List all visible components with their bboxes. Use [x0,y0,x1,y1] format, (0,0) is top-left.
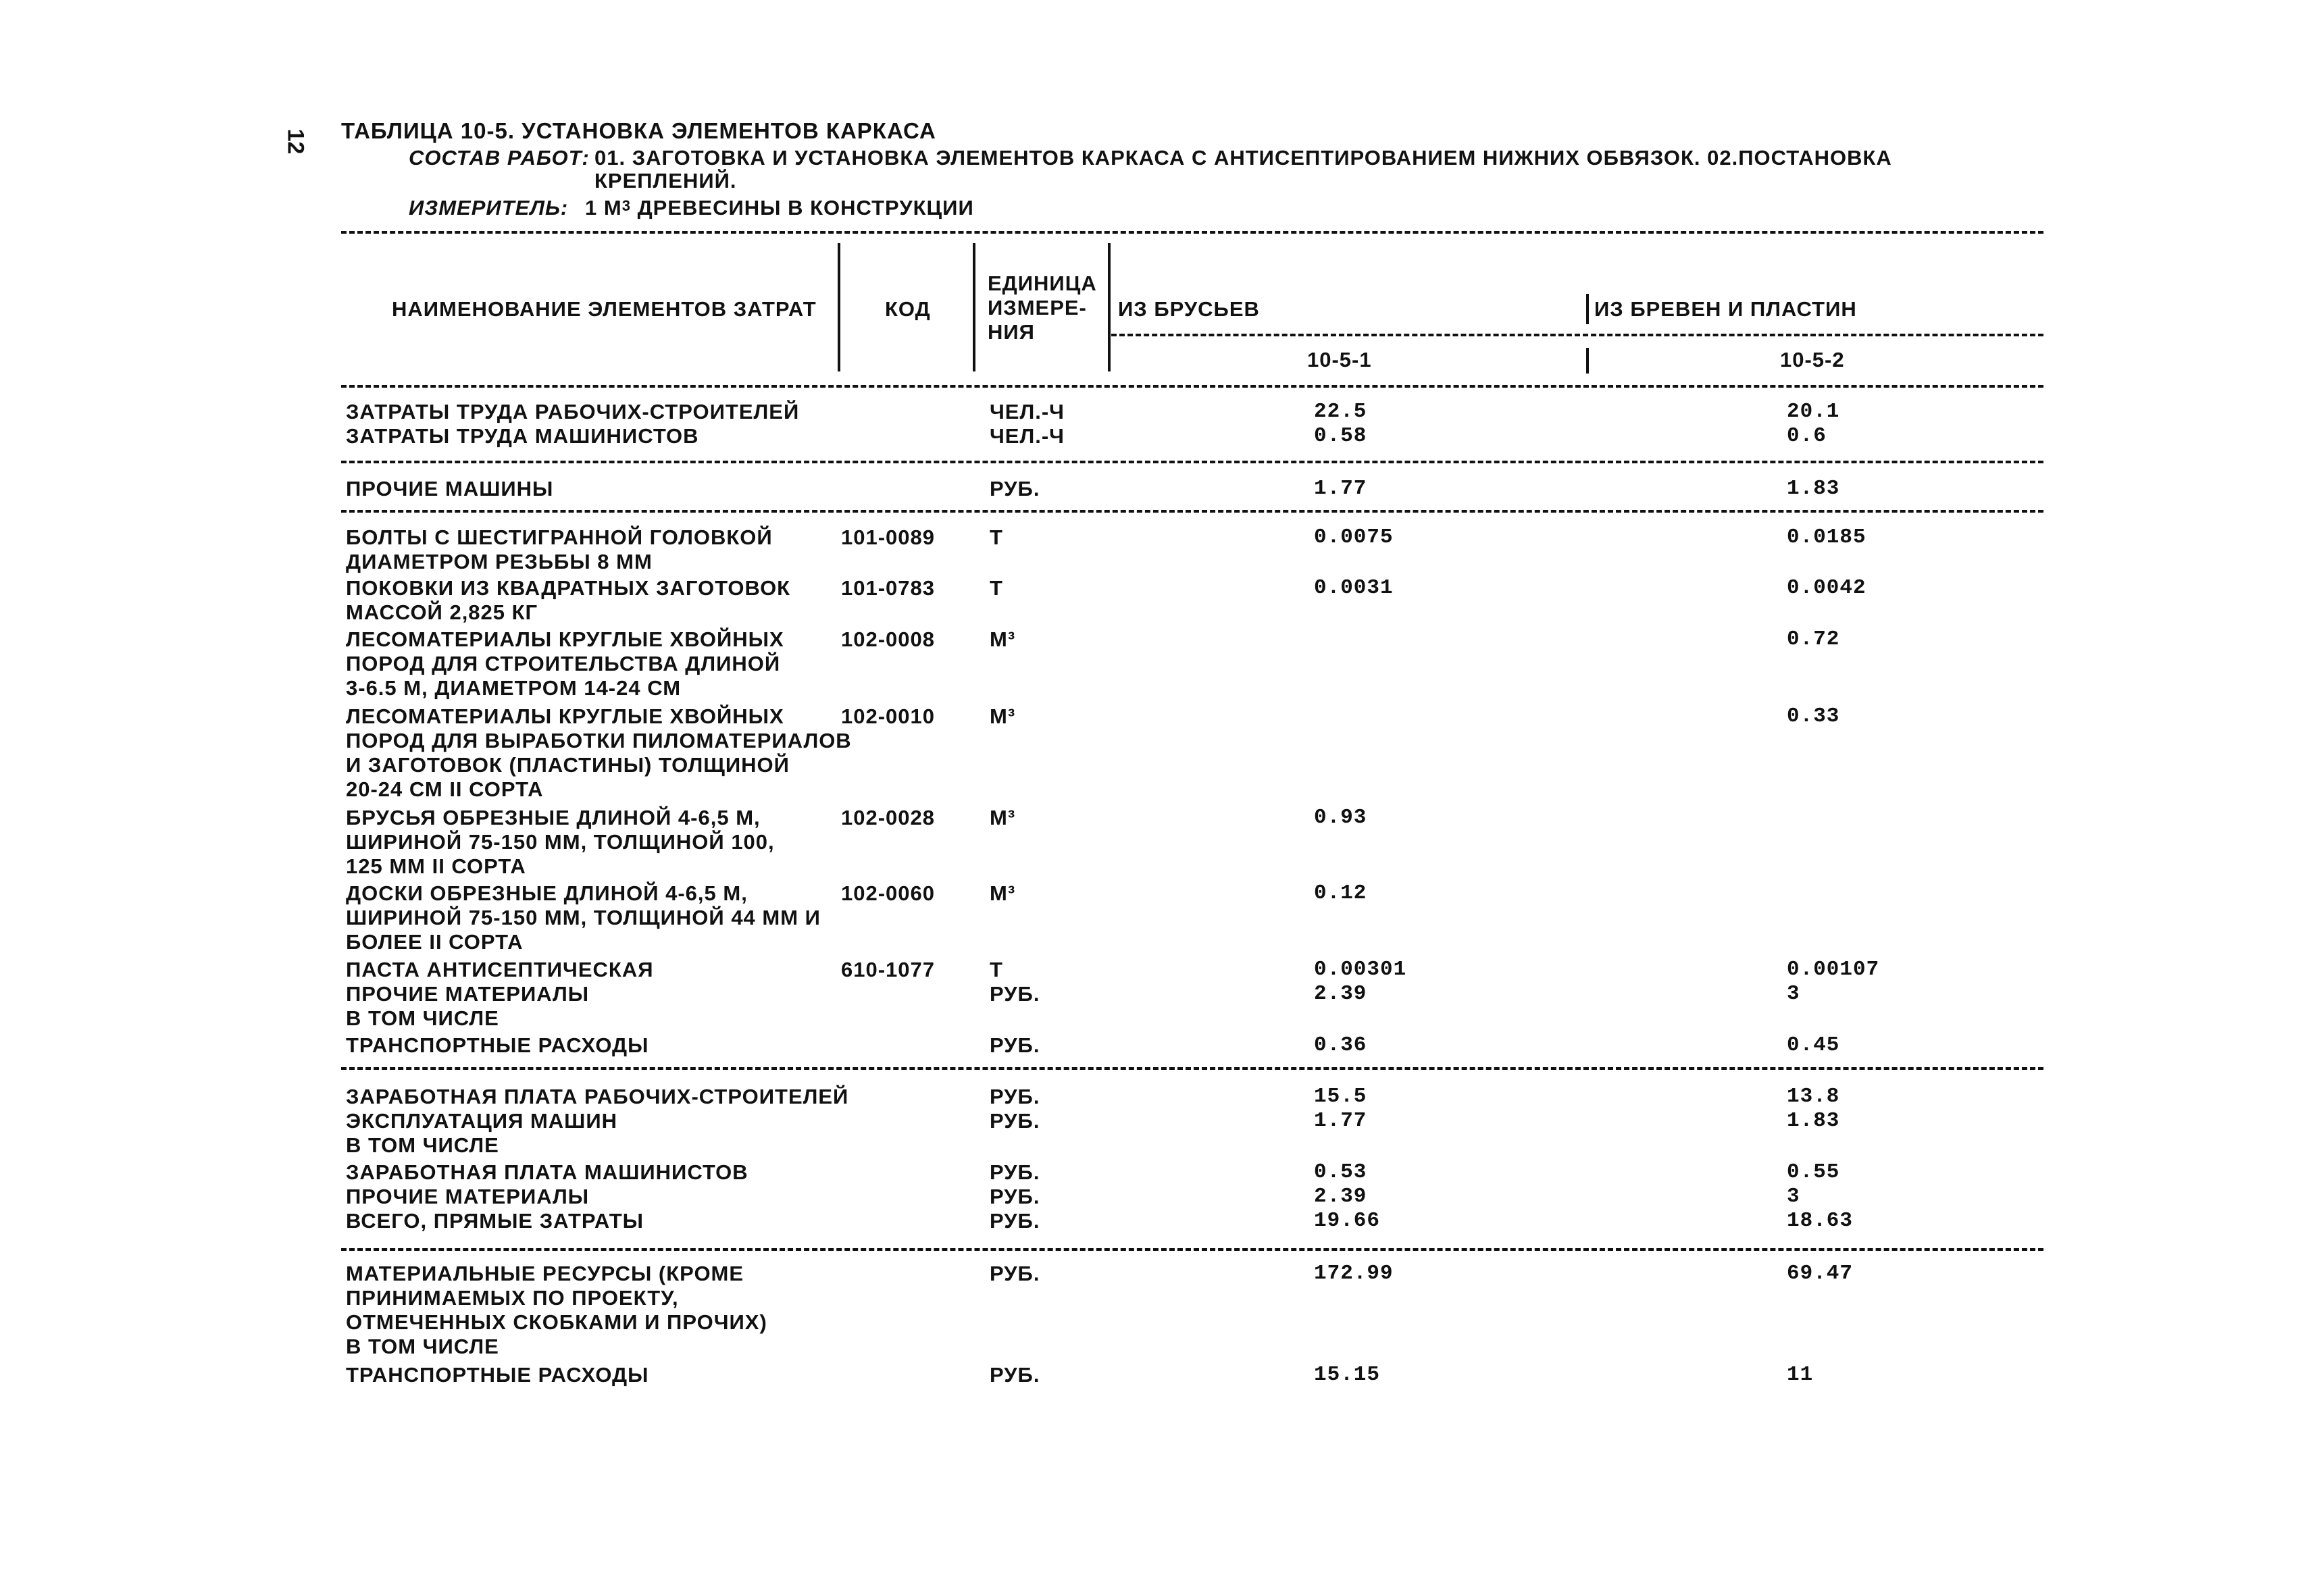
work-text-line-2: КРЕПЛЕНИЙ. [594,169,737,192]
cell-unit: РУБ. [990,1262,1040,1285]
cell-v2: 0.6 [1787,424,1827,448]
header-bottom-rule [341,385,2043,388]
cell-name: ЭКСПЛУАТАЦИЯ МАШИН [346,1109,618,1133]
cell-v2: 1.83 [1787,1109,1840,1133]
cell-name: ТРАНСПОРТНЫЕ РАСХОДЫ [346,1363,649,1387]
work-text-line-1: 01. ЗАГОТОВКА И УСТАНОВКА ЭЛЕМЕНТОВ КАРКАСА С АНТИСЕПТИРОВАНИЕМ НИЖНИХ ОБВЯЗОК. 02.ПОСТАНОВКА [594,146,1892,170]
cell-name: БРУСЬЯ ОБРЕЗНЫЕ ДЛИНОЙ 4-6,5 М, [346,806,761,829]
cell-unit: Т [990,958,1003,981]
cell-v1: 0.0075 [1314,525,1394,549]
cell-name: ПАСТА АНТИСЕПТИЧЕСКАЯ [346,958,654,981]
cell-name: В ТОМ ЧИСЛЕ [346,1006,499,1030]
cell-unit: РУБ. [990,1109,1040,1133]
cell-name: ОТМЕЧЕННЫХ СКОБКАМИ И ПРОЧИХ) [346,1310,767,1334]
cell-name: 3-6.5 М, ДИАМЕТРОМ 14-24 СМ [346,676,682,700]
section-rule-1 [341,461,2043,463]
cell-v1: 1.77 [1314,477,1367,500]
header-col2-group: ИЗ БРЕВЕН И ПЛАСТИН [1594,297,1857,321]
cell-v1: 0.00301 [1314,958,1407,981]
cell-v2: 0.33 [1787,704,1840,728]
cell-v1: 0.12 [1314,881,1367,905]
cell-v1: 0.0031 [1314,576,1394,600]
header-top-rule [341,231,2043,234]
cell-v1: 1.77 [1314,1109,1367,1133]
cell-name: И ЗАГОТОВОК (ПЛАСТИНЫ) ТОЛЩИНОЙ [346,753,790,777]
cell-unit: РУБ. [990,982,1040,1006]
cell-v1: 0.53 [1314,1160,1367,1184]
cell-v2: 11 [1787,1363,1814,1387]
cell-v2: 0.0185 [1787,525,1866,549]
cell-name: ЗАРАБОТНАЯ ПЛАТА РАБОЧИХ-СТРОИТЕЛЕЙ [346,1085,849,1108]
cell-v1: 15.5 [1314,1085,1367,1108]
header-col1-code: 10-5-1 [1307,348,1372,371]
cell-name: БОЛЕЕ II СОРТА [346,930,524,954]
header-divider-group [1586,294,1589,324]
cell-name: ЛЕСОМАТЕРИАЛЫ КРУГЛЫЕ ХВОЙНЫХ [346,627,784,651]
header-mid-rule [1111,334,2043,336]
cell-name: ПОКОВКИ ИЗ КВАДРАТНЫХ ЗАГОТОВОК [346,576,791,600]
cell-name: ДИАМЕТРОМ РЕЗЬБЫ 8 ММ [346,550,653,573]
cell-name: МАТЕРИАЛЬНЫЕ РЕСУРСЫ (КРОМЕ [346,1262,744,1285]
cell-name: ПОРОД ДЛЯ ВЫРАБОТКИ ПИЛОМАТЕРИАЛОВ [346,729,852,752]
cell-name: ПРИНИМАЕМЫХ ПО ПРОЕКТУ, [346,1286,679,1310]
cell-name: ВСЕГО, ПРЯМЫЕ ЗАТРАТЫ [346,1209,644,1233]
cell-v1: 0.58 [1314,424,1367,448]
cell-name: В ТОМ ЧИСЛЕ [346,1335,499,1358]
cell-v2: 13.8 [1787,1085,1840,1108]
meter-label: ИЗМЕРИТЕЛЬ: [409,196,569,220]
cell-v2: 0.55 [1787,1160,1840,1184]
cell-v1: 2.39 [1314,1185,1367,1208]
cell-name: В ТОМ ЧИСЛЕ [346,1133,499,1157]
cell-v2: 20.1 [1787,400,1840,423]
cell-v1: 22.5 [1314,400,1367,423]
meter-suffix: ДРЕВЕСИНЫ В КОНСТРУКЦИИ [637,196,974,220]
cell-unit: РУБ. [990,1160,1040,1184]
cell-v2: 0.45 [1787,1033,1840,1057]
cell-name: ТРАНСПОРТНЫЕ РАСХОДЫ [346,1033,649,1057]
cell-code: 101-0089 [841,525,936,549]
cell-name: БОЛТЫ С ШЕСТИГРАННОЙ ГОЛОВКОЙ [346,525,773,549]
header-name: НАИМЕНОВАНИЕ ЭЛЕМЕНТОВ ЗАТРАТ [392,297,817,321]
cell-v1: 172.99 [1314,1262,1394,1285]
cell-v2: 0.0042 [1787,576,1866,600]
work-label: СОСТАВ РАБОТ: [409,146,590,170]
meter-superscript: 3 [621,197,631,214]
cell-name: ПОРОД ДЛЯ СТРОИТЕЛЬСТВА ДЛИНОЙ [346,652,781,675]
section-rule-3 [341,1067,2043,1070]
cell-code: 102-0028 [841,806,936,829]
meter-value [585,196,974,222]
cell-unit: М³ [990,704,1016,728]
cell-code: 102-0008 [841,627,936,651]
cell-unit: РУБ. [990,1209,1040,1233]
cell-unit: М³ [990,881,1016,905]
header-col2-code: 10-5-2 [1780,348,1845,371]
cell-unit: РУБ. [990,1185,1040,1208]
header-col1-group: ИЗ БРУСЬЕВ [1118,297,1260,321]
section-rule-2 [341,510,2043,513]
cell-name: ПРОЧИЕ МАТЕРИАЛЫ [346,1185,590,1208]
section-rule-4 [341,1248,2043,1251]
cell-v2: 3 [1787,1185,1800,1208]
cell-v1: 0.36 [1314,1033,1367,1057]
cell-v1: 15.15 [1314,1363,1381,1387]
cell-unit: Т [990,576,1003,600]
header-divider-codes [1586,348,1589,374]
cell-unit: РУБ. [990,1085,1040,1108]
cell-name: ПРОЧИЕ МАШИНЫ [346,477,554,500]
cell-v2: 0.72 [1787,627,1840,651]
cell-name: ШИРИНОЙ 75-150 ММ, ТОЛЩИНОЙ 44 ММ И [346,906,821,929]
cell-unit: РУБ. [990,1363,1040,1387]
cell-name: 20-24 СМ II СОРТА [346,777,544,801]
cell-unit: РУБ. [990,477,1040,500]
cell-v2: 0.00107 [1787,958,1880,981]
header-divider-values [1108,243,1111,371]
cell-name: ЗАТРАТЫ ТРУДА МАШИНИСТОВ [346,424,699,448]
cell-v1: 19.66 [1314,1209,1381,1233]
cell-unit: ЧЕЛ.-Ч [990,400,1065,423]
page-number: 12 [282,128,309,155]
header-unit-line-2: ИЗМЕРЕ- [988,296,1087,319]
header-divider-unit [973,243,975,371]
header-unit-line-1: ЕДИНИЦА [988,272,1097,295]
cell-unit: ЧЕЛ.-Ч [990,424,1065,448]
cell-unit: М³ [990,806,1016,829]
cell-v1: 2.39 [1314,982,1367,1006]
cell-name: МАССОЙ 2,825 КГ [346,600,538,624]
cell-v1: 0.93 [1314,806,1367,829]
table-title: ТАБЛИЦА 10-5. УСТАНОВКА ЭЛЕМЕНТОВ КАРКАСА [341,118,936,143]
cell-name: 125 ММ II СОРТА [346,854,526,878]
cell-name: ПРОЧИЕ МАТЕРИАЛЫ [346,982,590,1006]
header-divider-code [838,243,840,371]
cell-name: ЗАТРАТЫ ТРУДА РАБОЧИХ-СТРОИТЕЛЕЙ [346,400,800,423]
cell-code: 610-1077 [841,958,936,981]
cell-v2: 18.63 [1787,1209,1854,1233]
cell-unit: М³ [990,627,1016,651]
cell-name: ШИРИНОЙ 75-150 ММ, ТОЛЩИНОЙ 100, [346,830,775,854]
cell-code: 101-0783 [841,576,936,600]
cell-name: ДОСКИ ОБРЕЗНЫЕ ДЛИНОЙ 4-6,5 М, [346,881,748,905]
cell-code: 102-0060 [841,881,936,905]
cell-unit: Т [990,525,1003,549]
header-unit-line-3: НИЯ [988,320,1035,344]
header-code: КОД [885,297,931,321]
cell-v2: 1.83 [1787,477,1840,500]
cell-code: 102-0010 [841,704,936,728]
cell-v2: 3 [1787,982,1800,1006]
cell-unit: РУБ. [990,1033,1040,1057]
cell-v2: 69.47 [1787,1262,1854,1285]
cell-name: ЛЕСОМАТЕРИАЛЫ КРУГЛЫЕ ХВОЙНЫХ [346,704,784,728]
meter-prefix: 1 М [585,196,622,220]
cell-name: ЗАРАБОТНАЯ ПЛАТА МАШИНИСТОВ [346,1160,748,1184]
